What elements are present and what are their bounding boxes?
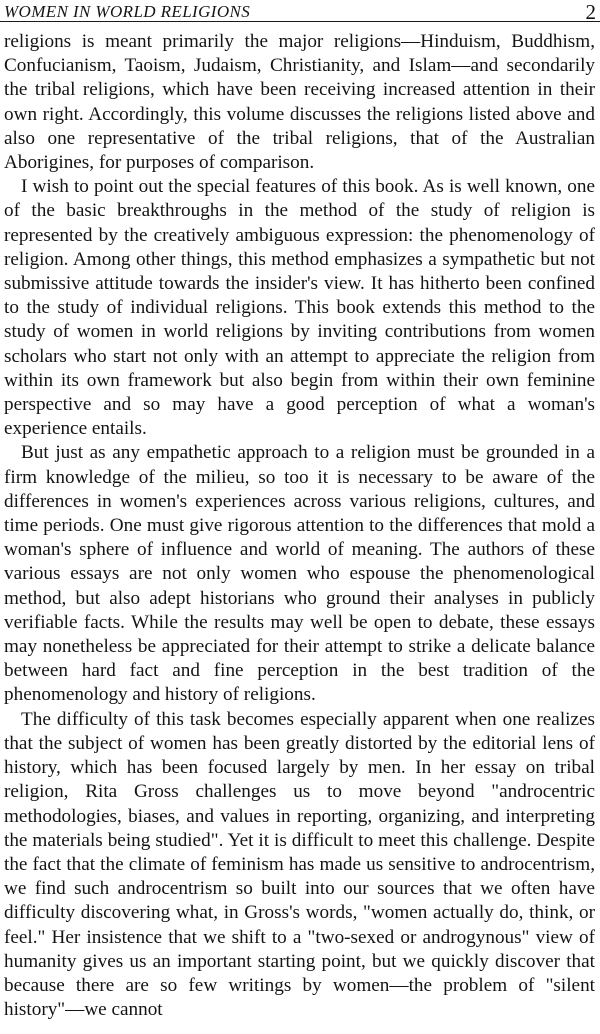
page-number: 2 bbox=[585, 0, 596, 24]
body-text bbox=[4, 30, 595, 1022]
running-head bbox=[0, 0, 600, 24]
paragraph: The difficulty of this task becomes especially apparent when one realizes that the subject of women has been greatly distorted by the editorial lens of history, which has been focused largely by men. In her essay on tribal religion, Rita Gross challenges us to move beyond "androcentric methodologies, biases, and values in reporting, organizing, and interpreting the materials being studied". Yet it is difficult to meet this challenge. Despite the fact that the climate of feminism has made us sensitive to androcentrism, we find such androcentrism so built into our sources that we often have difficulty discovering what, in Gross's words, "women actually do, think, or feel." Her insistence that we shift to a "two-sexed or androgynous" view of humanity gives us an important starting point, but we quickly discover that because there are so few writings by women—the problem of "silent history"—we cannot bbox=[4, 708, 595, 1021]
paragraph-continued: religions is meant primarily the major religions—Hinduism, Buddhism, Confucianism, Taoism, Judaism, Christianity, and Islam—and secondarily the tribal religions, which have been receiving increased attention in their own right. Accordingly, this volume discusses the religions listed above and also one representative of the tribal religions, that of the Australian Aborigines, for purposes of comparison. bbox=[4, 31, 595, 174]
running-head-title: WOMEN IN WORLD RELIGIONS bbox=[4, 2, 251, 21]
paragraph: I wish to point out the special features of this book. As is well known, one of the basic breakthroughs in the method of the study of religion is represented by the creatively ambiguous expression: the phenomenology of religion. Among other things, this method emphasizes a sympathetic but not submissive attitude towards the insider's view. It has hitherto been confined to the study of individual religions. This book extends this method to the study of women in world religions by inviting contributions from women scholars who start not only with an attempt to appreciate the religion from within its own framework but also begin from within their own feminine perspective and so may have a good perception of what a woman's experience entails. bbox=[4, 176, 595, 440]
paragraph: But just as any empathetic approach to a religion must be grounded in a firm knowledge of the milieu, so too it is necessary to be aware of the differences in women's experiences across various religions, cultures, and time periods. One must give rigorous attention to the differences that mold a woman's sphere of influence and world of meaning. The authors of these various essays are not only women who espouse the phenomenological method, but also adept historians who ground their analyses in publicly verifiable facts. While the results may well be open to debate, these essays may nonetheless be appreciated for their attempt to strike a delicate balance between hard fact and fine perception in the best tradition of the phenomenology and history of religions. bbox=[4, 442, 595, 706]
header-rule bbox=[0, 21, 600, 22]
